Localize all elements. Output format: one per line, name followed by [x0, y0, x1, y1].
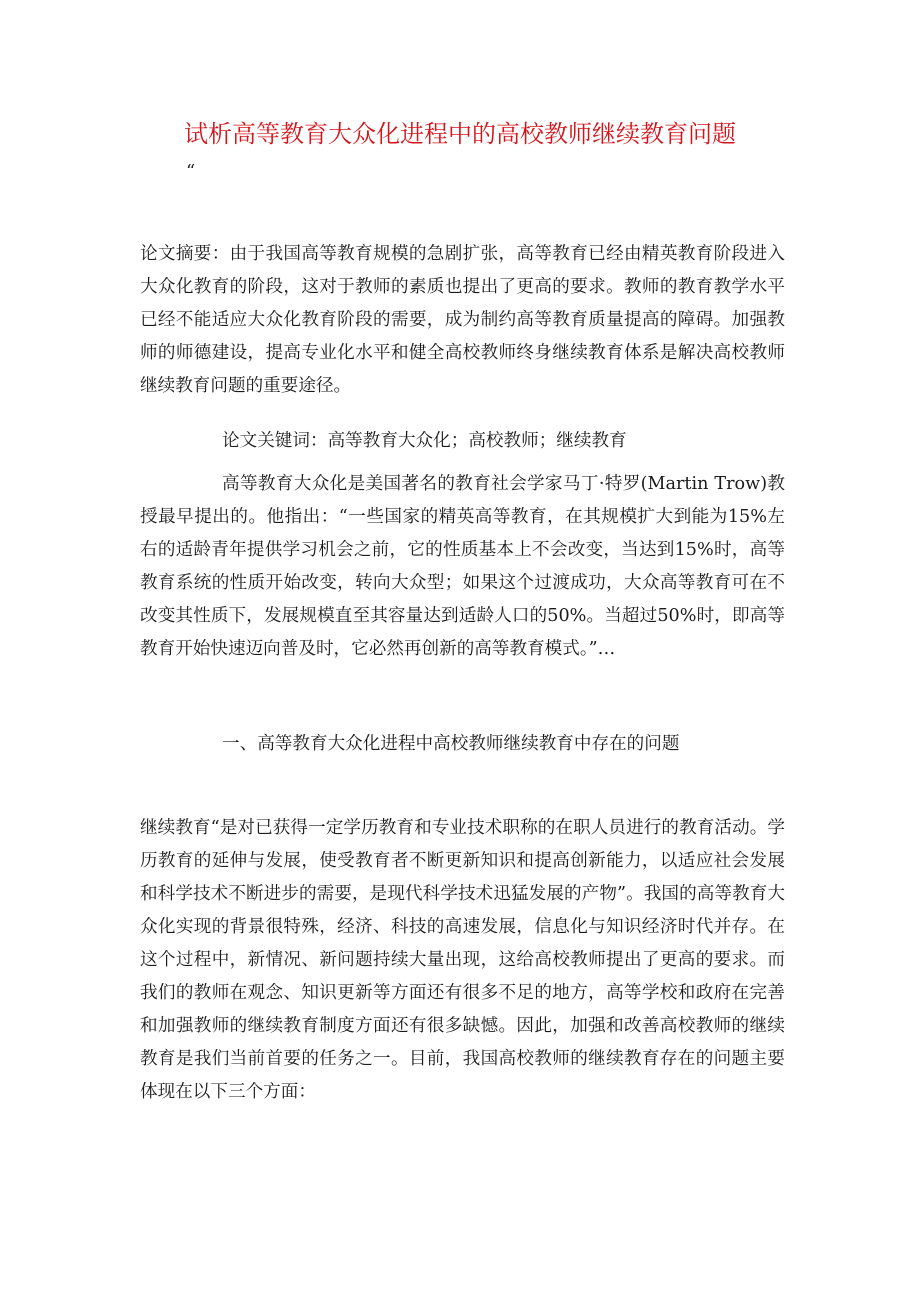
quote-mark: “	[186, 161, 196, 182]
keywords-line: 论文关键词：高等教育大众化；高校教师；继续教育	[222, 431, 627, 451]
intro-paragraph: 高等教育大众化是美国著名的教育社会学家马丁·特罗(Martin Trow)教授最早提出的。他指出：“一些国家的精英高等教育，在其规模扩大到能为15%左右的适龄青年提供学习机会之前，它的性质基本上不会改变，当达到15%时，高等教育系统的性质开始改变，转向大众型；如果这个过渡成功，大众高等教育可在不改变其性质下，发展规模直至其容量达到适龄人口的50%。当超过50%时，即高等教育开始快速迈向普及时，它必然再创新的高等教育模式。”…	[140, 474, 785, 659]
body-paragraph: 继续教育“是对已获得一定学历教育和专业技术职称的在职人员进行的教育活动。学历教育的延伸与发展，使受教育者不断更新知识和提高创新能力，以适应社会发展和科学技术不断进步的需要，是现代科学技术迅猛发展的产物”。我国的高等教育大众化实现的背景很特殊，经济、科技的高速发展，信息化与知识经济时代并存。在这个过程中，新情况、新问题持续大量出现，这给高校教师提出了更高的要求。而我们的教师在观念、知识更新等方面还有很多不足的地方，高等学校和政府在完善和加强教师的继续教育制度方面还有很多缺憾。因此，加强和改善高校教师的继续教育是我们当前首要的任务之一。目前，我国高校教师的继续教育存在的问题主要体现在以下三个方面：	[140, 818, 785, 1102]
document-title: 试析高等教育大众化进程中的高校教师继续教育问题	[184, 120, 736, 148]
section-heading: 一、高等教育大众化进程中高校教师继续教育中存在的问题	[222, 734, 680, 754]
abstract-paragraph: 论文摘要：由于我国高等教育规模的急剧扩张，高等教育已经由精英教育阶段进入大众化教育的阶段，这对于教师的素质也提出了更高的要求。教师的教育教学水平已经不能适应大众化教育阶段的需要，成为制约高等教育质量提高的障碍。加强教师的师德建设，提高专业化水平和健全高校教师终身继续教育体系是解决高校教师继续教育问题的重要途径。	[140, 244, 785, 396]
